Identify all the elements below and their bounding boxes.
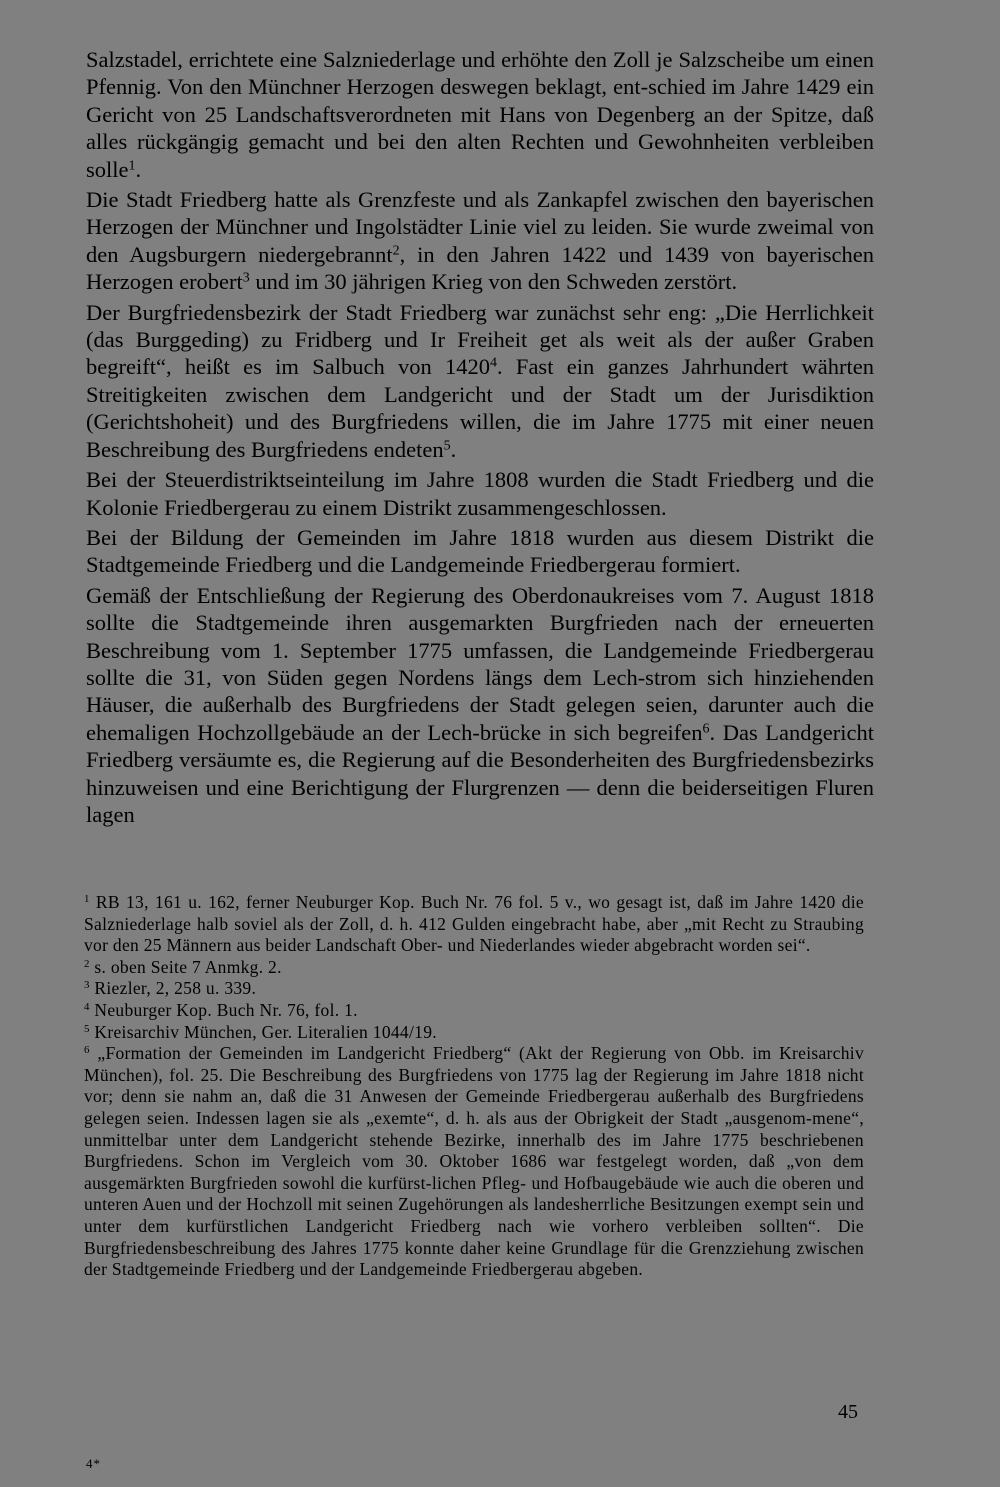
footnote-ref: 4 xyxy=(490,355,498,371)
footnote-mark: 2 xyxy=(84,957,90,970)
footnote-text: Riezler, 2, 258 u. 339. xyxy=(94,978,257,999)
footnote-ref: 5 xyxy=(443,438,451,454)
footnote-mark: 4 xyxy=(84,1001,90,1014)
page-number: 45 xyxy=(838,1401,858,1423)
paragraph xyxy=(86,524,874,579)
paragraph-text: . Das Landgericht Friedberg versäumte es, die Regierung auf die Besonderheiten des Burgfriedensbezirks hinzuweisen und eine Berichtigung der Flurgrenzen — denn die beiderseitigen Fluren lagen xyxy=(86,719,874,827)
footnote-ref: 3 xyxy=(242,270,250,286)
paragraph xyxy=(86,299,874,463)
footnote xyxy=(84,1022,864,1044)
signature-mark: 4* xyxy=(86,1456,101,1471)
footnote-text: „Formation der Gemeinden im Landgericht Friedberg“ (Akt der Regierung von Obb. im Kreisarchiv München), fol. 25. Die Beschreibung des Burgfriedens von 1775 lag der Regierung im Jahre 1818 nicht vor; denn sie nahm an, daß die 31 Anwesen der Gemeinde Friedbergerau außerhalb des Burgfriedens gelegen seien. Indessen lagen sie als „exemte“, d. h. als aus der Obrigkeit der Stadt „ausgenom-mene“, unmittelbar unter dem Landgericht stehende Bezirke, innerhalb des im Jahre 1775 beschriebenen Burgfriedens. Schon im Vergleich vom 30. Oktober 1686 war festgelegt worden, daß „von dem ausgemärkten Burgfrieden sowohl die kurfürst-lichen Pfleg- und Hofbaugebäude wie auch die oberen und unteren Auen und der Hochzoll mit seinen Zugehörungen als landesherrliche Besitzungen exempt sein und unter dem kurfürstlichen Landgericht Friedberg nach wie vorhero verbleiben sollten“. Die Burgfriedensbeschreibung des Jahres 1775 konnte daher keine Grundlage für die Grenzziehung zwischen der Stadtgemeinde Friedberg und der Landgemeinde Friedbergerau abgeben. xyxy=(84,1043,864,1280)
footnote-text: Neuburger Kop. Buch Nr. 76, fol. 1. xyxy=(94,999,358,1020)
paragraph-text: . Fast ein ganzes Jahrhundert währten Streitigkeiten zwischen dem Landgericht und der Stadt um der Jurisdiktion (Gerichtshoheit) und des Burgfriedens willen, die im Jahre 1775 mit einer neuen Beschreibung des Burgfriedens endeten xyxy=(86,354,874,462)
paragraph-text: Die Stadt Friedberg hatte als Grenzfeste und als Zankapfel zwischen den bayerischen Herzogen der Münchner und Ingolstädter Linie viel zu leiden. Sie wurde zweimal von den Augsburgern niedergebrannt xyxy=(86,187,874,267)
footnote-mark: 1 xyxy=(84,893,90,906)
paragraph-text: . xyxy=(135,156,142,182)
paragraph-text: Salzstadel, errichtete eine Salzniederlage und erhöhte den Zoll je Salzscheibe um einen Pfennig. Von den Münchner Herzogen deswegen beklagt, ent-schied im Jahre 1429 ein Gericht von 25 Landschaftsverordneten mit Hans von Degenberg an der Spitze, daß alles rückgängig gemacht und bei den alten Rechten und Gewohnheiten verbleiben solle xyxy=(86,47,874,182)
paragraph xyxy=(86,466,874,521)
footnote xyxy=(84,978,864,1000)
paragraph-text: , in den Jahren 1422 und 1439 von bayerischen Herzogen erobert xyxy=(86,241,874,295)
paragraph xyxy=(86,46,874,183)
footnotes xyxy=(84,892,864,1281)
main-text xyxy=(86,46,874,831)
footnote-mark: 3 xyxy=(84,979,90,992)
footnote-ref: 2 xyxy=(392,243,400,259)
paragraph xyxy=(86,186,874,296)
paragraph-text: . xyxy=(450,436,457,462)
paragraph-text: Gemäß der Entschließung der Regierung des Oberdonaukreises vom 7. August 1818 sollte die Stadtgemeinde ihren ausgemarkten Burgfrieden nach der erneuerten Beschreibung vom 1. September 1775 umfassen, die Landgemeinde Friedbergerau sollte die 31, von Süden gegen Nordens längs dem Lech-strom sich hinziehenden Häuser, die außerhalb des Burgfriedens der Stadt gelegen seien, darunter auch die ehemaligen Hochzollgebäude an der Lech-brücke in sich begreifen xyxy=(86,582,874,745)
footnote-ref: 6 xyxy=(702,721,710,737)
footnote xyxy=(84,892,864,957)
footnote-text: Kreisarchiv München, Ger. Literalien 1044/19. xyxy=(94,1021,437,1042)
footnote-text: s. oben Seite 7 Anmkg. 2. xyxy=(94,956,282,977)
paragraph xyxy=(86,582,874,829)
footnote-text: RB 13, 161 u. 162, ferner Neuburger Kop. Buch Nr. 76 fol. 5 v., wo gesagt ist, daß im Jahre 1420 die Salzniederlage halb soviel als der Zoll, d. h. 412 Gulden eingebracht habe, aber „mit Recht zu Straubing vor den 25 Männern aus beider Landschaft Ober- und Niederlandes wieder abgebracht worden sei“. xyxy=(84,892,864,956)
footnote xyxy=(84,1000,864,1022)
paragraph-text: und im 30 jährigen Krieg von den Schweden zerstört. xyxy=(249,269,738,295)
paragraph-text: Der Burgfriedensbezirk der Stadt Friedberg war zunächst sehr eng: „Die Herrlichkeit (das Burggeding) zu Fridberg und Ir Freiheit get als weit als der außer Graben begreift“, heißt es im Salbuch von 1420 xyxy=(86,299,874,380)
paragraph-text: Bei der Bildung der Gemeinden im Jahre 1818 wurden aus diesem Distrikt die Stadtgemeinde Friedberg und die Landgemeinde Friedbergerau formiert. xyxy=(86,524,874,578)
footnote xyxy=(84,1043,864,1281)
paragraph-text: Bei der Steuerdistriktseinteilung im Jahre 1808 wurden die Stadt Friedberg und die Kolonie Friedbergerau zu einem Distrikt zusammengeschlossen. xyxy=(86,467,874,520)
footnote-ref: 1 xyxy=(128,157,136,173)
footnote xyxy=(84,957,864,979)
footnote-mark: 6 xyxy=(84,1044,90,1057)
footnote-mark: 5 xyxy=(84,1022,90,1035)
